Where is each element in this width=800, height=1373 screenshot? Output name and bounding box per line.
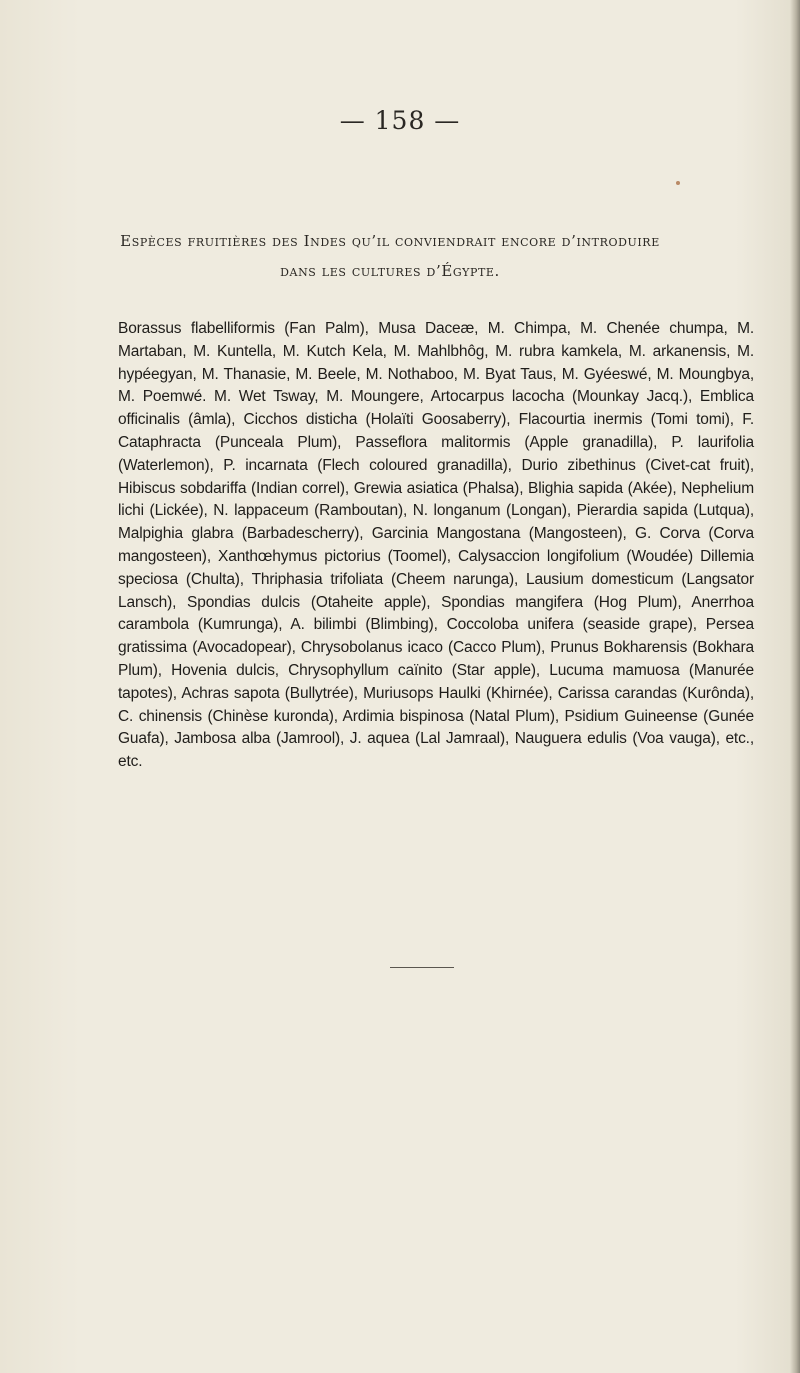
page-edge-shadow	[790, 0, 800, 1373]
paper-speck	[676, 181, 680, 185]
species-list-paragraph: Borassus flabelliformis (Fan Palm), Musa Daceæ, M. Chimpa, M. Chenée chumpa, M. Martaban, M. Kuntella, M. Kutch Kela, M. Mahlbhôg, M. rubra kamkela, M. arkanensis, M. hypéegyan, M. Thanasie, M. Beele, M. Nothaboo, M. Byat Taus, M. Gyéeswé, M. Moungbya, M. Poemwé. M. Wet Tsway, M. Moungere, Artocarpus lacocha (Mounkay Jacq.), Emblica officinalis (âmla), Cicchos disticha (Holaïti Goosaberry), Flacourtia inermis (Tomi tomi), F. Cataphracta (Punceala Plum), Passeflora malitormis (Apple granadilla), P. laurifolia (Waterlemon), P. incarnata (Flech coloured granadilla), Durio zibethinus (Civet-cat fruit), Hibiscus sobdariffa (Indian correl), Grewia asiatica (Phalsa), Blighia sapida (Akée), Nephelium lichi (Lickée), N. lappaceum (Ramboutan), N. longanum (Longan), Pierardia sapida (Lutqua), Malpighia glabra (Barbadescherry), Garcinia Mangostana (Mangosteen), G. Corva (Corva mangosteen), Xanthœhymus pictorius (Toomel), Calysaccion longifolium (Woudée) Dillemia speciosa (Chulta), Thriphasia trifoliata (Cheem narunga), Lausium domesticum (Langsator Lansch), Spondias dulcis (Otaheite apple), Spondias mangifera (Hog Plum), Anerrhoa carambola (Kumrunga), A. bilimbi (Blimbing), Coccoloba unifera (seaside grape), Persea gratissima (Avocadopear), Chrysobolanus icaco (Cacco Plum), Prunus Bokharensis (Bokhara Plum), Hovenia dulcis, Chrysophyllum caïnito (Star apple), Lucuma mamuosa (Manurée tapotes), Achras sapota (Bullytrée), Muriusops Haulki (Khirnée), Carissa carandas (Kurônda), C. chinensis (Chinèse kuronda), Ardimia bispinosa (Natal Plum), Psidium Guineense (Gunée Guafa), Jambosa alba (Jamrool), J. aquea (Lal Jamraal), Nauguera edulis (Voa vauga), etc., etc.	[118, 320, 754, 771]
page-number: — 158 —	[339, 106, 461, 135]
heading-line-1: Espèces fruitières des Indes qu’il conviendrait encore d’introduire	[120, 232, 660, 250]
section-heading	[90, 226, 690, 286]
section-divider	[390, 967, 454, 968]
heading-line-2: dans les cultures d’Égypte.	[280, 262, 500, 280]
